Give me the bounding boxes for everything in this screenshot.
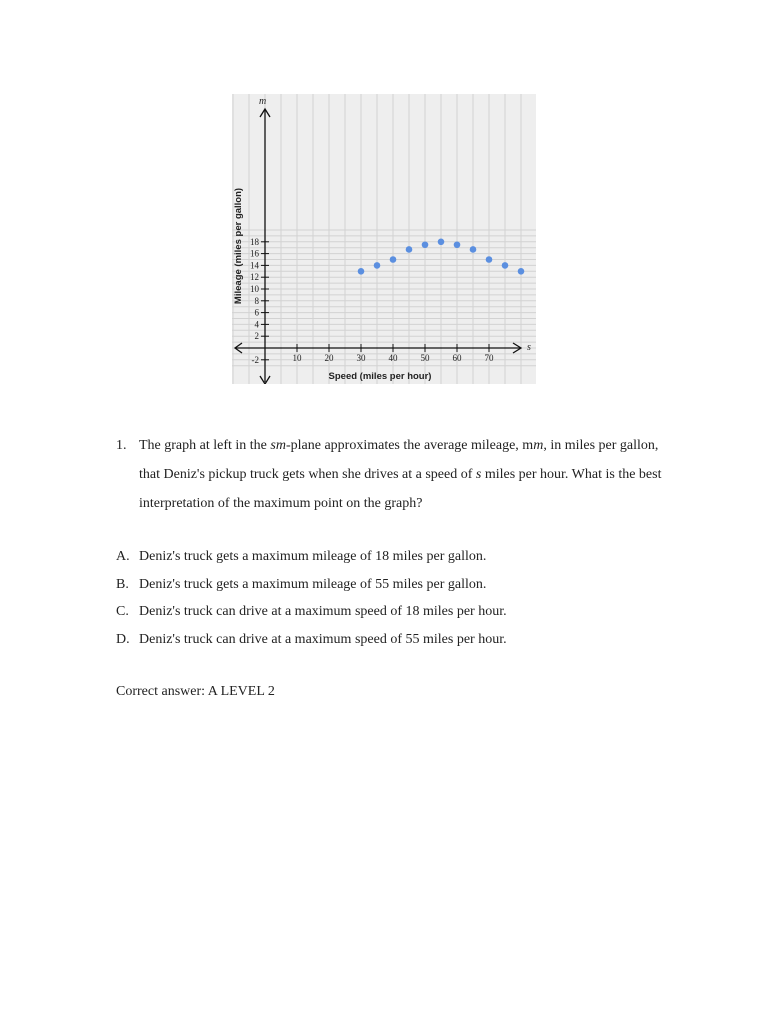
choice-text: Deniz's truck gets a maximum mileage of 55 miles per gallon.	[139, 576, 487, 592]
data-point	[518, 268, 525, 275]
m-variable: m	[533, 438, 544, 453]
data-point	[454, 241, 461, 248]
data-point	[358, 268, 365, 275]
y-axis-variable: m	[259, 96, 267, 107]
mileage-chart	[232, 94, 536, 384]
choice-letter: D.	[116, 631, 130, 647]
choice-d[interactable]	[116, 626, 676, 654]
data-point	[390, 256, 397, 263]
data-point	[486, 256, 493, 263]
data-point	[470, 246, 477, 253]
y-tick-label: 8	[254, 295, 259, 306]
x-tick-label: 30	[356, 353, 366, 363]
x-tick-label: 70	[484, 353, 494, 363]
y-tick-label: 2	[254, 331, 259, 342]
s-variable: s	[475, 467, 482, 482]
choice-text: Deniz's truck gets a maximum mileage of 18 miles per gallon.	[139, 549, 487, 564]
x-tick-label: 20	[324, 353, 334, 363]
question-1	[116, 431, 676, 518]
data-point	[502, 262, 509, 269]
y-tick-label: 18	[250, 236, 259, 247]
y-tick-label: 4	[254, 319, 259, 330]
correct-answer: Correct answer: A LEVEL 2	[116, 684, 275, 699]
choice-letter: A.	[116, 549, 130, 564]
question-text-part-1: The graph at left in the	[139, 438, 271, 453]
y-tick-label: 6	[254, 307, 259, 318]
x-tick-label: 50	[420, 353, 430, 363]
data-point	[422, 241, 429, 248]
y-tick-label: 12	[250, 272, 259, 283]
question-text-part-3: , in miles per gallon, that Deniz's pickup truck gets when she drives at a speed of	[139, 438, 659, 482]
plane-variable: sm	[270, 438, 286, 453]
y-tick-label: 10	[250, 284, 259, 294]
chart-svg	[232, 94, 536, 384]
question-number: 1.	[116, 438, 127, 453]
choice-c[interactable]	[116, 598, 676, 626]
choice-text: Deniz's truck can drive at a maximum speed of 55 miles per hour.	[139, 631, 507, 647]
choice-letter: B.	[116, 576, 129, 592]
x-axis-variable: s	[527, 342, 531, 353]
question-text-part-2: -plane approximates the average mileage, m	[285, 438, 534, 453]
x-tick-label: 40	[388, 353, 398, 363]
y-tick-label: 16	[250, 248, 259, 259]
data-point	[374, 262, 381, 269]
y-tick-label: 14	[250, 260, 259, 271]
choice-text: Deniz's truck can drive at a maximum speed of 18 miles per hour.	[139, 604, 507, 619]
choice-b[interactable]	[116, 571, 676, 599]
data-point	[438, 239, 445, 246]
y-tick-label: -2	[251, 354, 259, 365]
choice-letter: C.	[116, 604, 129, 619]
x-tick-label: 10	[292, 353, 302, 363]
choice-a[interactable]	[116, 543, 676, 571]
x-axis-label: Speed (miles per hour)	[328, 371, 432, 382]
question-text-part-4: miles per hour. What is the best interpretation of the maximum point on the graph?	[139, 467, 662, 511]
question-text	[139, 431, 676, 518]
y-axis-label: Mileage (miles per gallon)	[233, 187, 244, 305]
data-point	[406, 246, 413, 253]
answer-choices	[116, 543, 676, 653]
chart-background	[232, 94, 536, 384]
x-tick-label: 60	[452, 353, 462, 363]
